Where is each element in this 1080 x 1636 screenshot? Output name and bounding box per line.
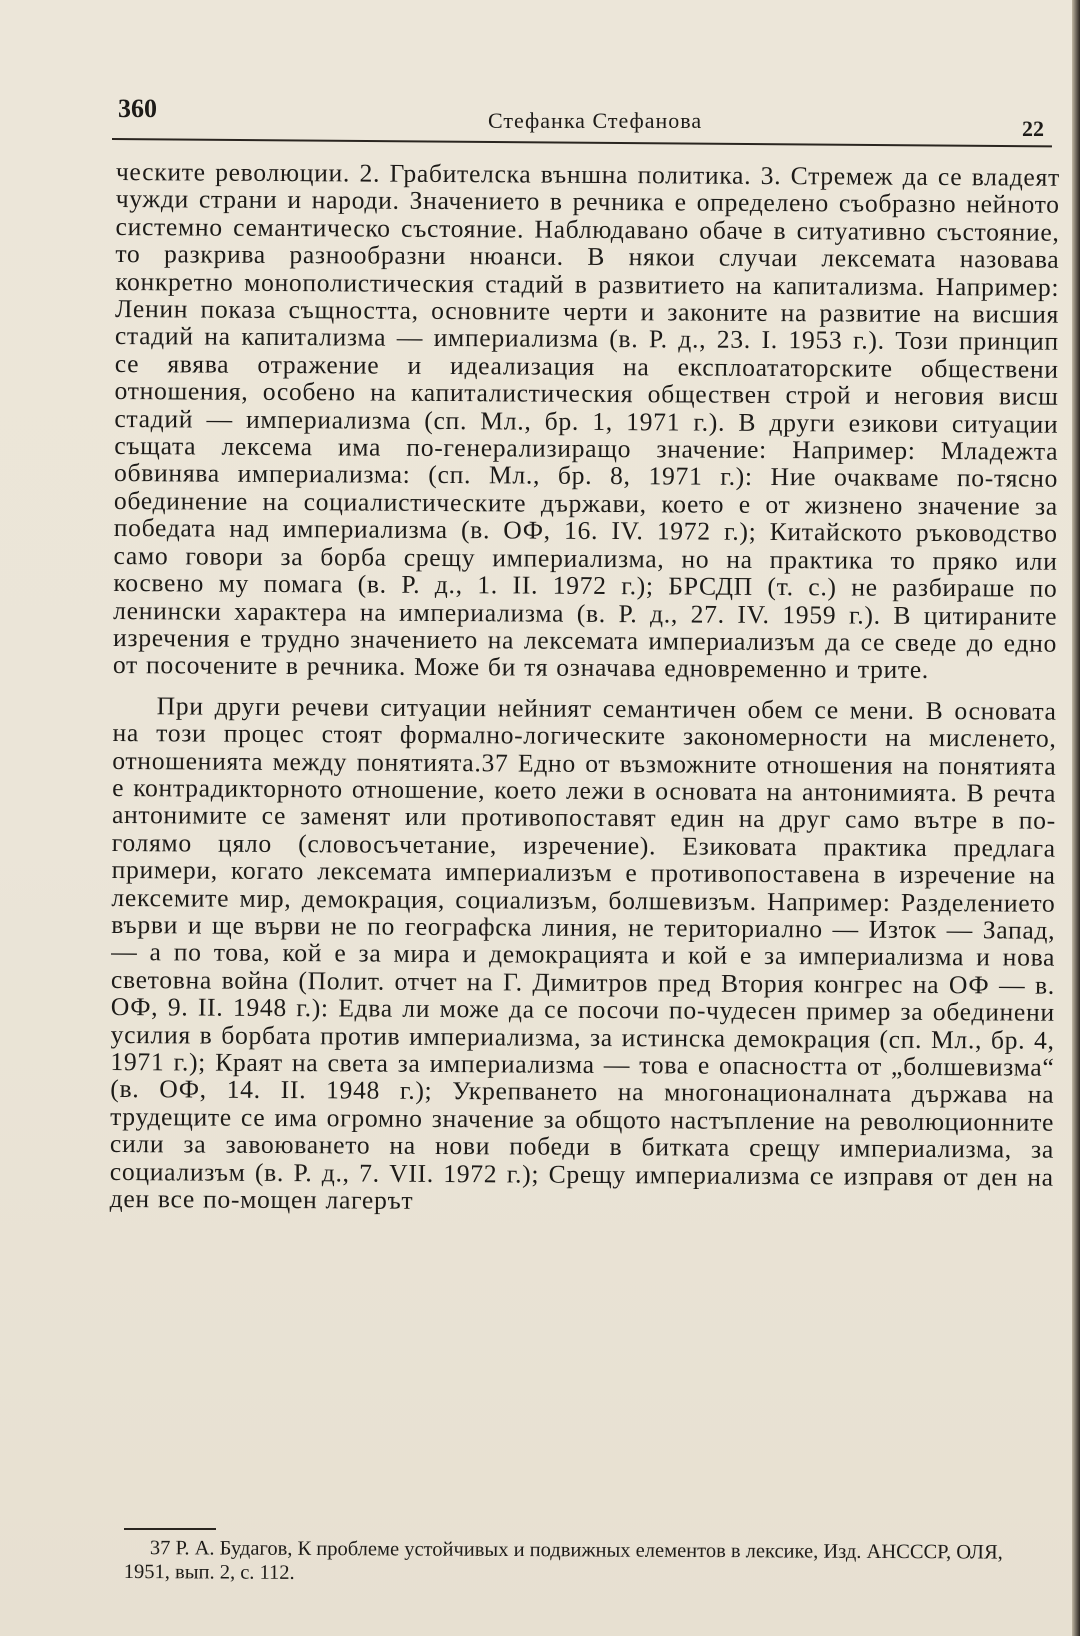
page-edge-shadow — [1072, 0, 1080, 1636]
page-number: 360 — [118, 94, 157, 123]
body-text — [109, 158, 1060, 1231]
running-title: Стефанка Стефанова — [488, 108, 703, 133]
footnote: 37 Р. А. Будагов, К проблеме устойчивых и подвижных елементов в лексике, Изд. АНСССР, ОЛЯ, 1951, вып. 2, с. 112. — [123, 1537, 1003, 1584]
page-header — [118, 94, 1044, 141]
paragraph-1: ческите революции. 2. Грабителска външна политика. 3. Стремеж да се владеят чужди страни и народи. Значението в речника е определено съобразно нейното системно семантическо състояние. Наблюдавано обаче в ситуативно състояние, то разкрива разнообразни нюанси. В някои случаи лексемата назовава конкретно монополистическия стадий в развитието на капитализма. Например: Ленин показа същността, основните черти и законите на развитие на висшия стадий на капитализма — империализма (в. Р. д., 23. I. 1953 г.). Този принцип се явява отражение и идеализация на експлоататорските обществени отношения, особено на капиталистическия обществен строй и неговия висш стадий — империализма (сп. Мл., бр. 1, 1971 г.). В други езикови ситуации същата лексема има по-генерализиращо значение: Например: Младежта обвинява империализма: (сп. Мл., бр. 8, 1971 г.): Ние очакваме по-тясно обединение на социалистическите държави, което е от жизнено значение за победата над империализма (в. ОФ, 16. IV. 1972 г.); Китайското ръководство само говори за борба срещу империализма, но на практика то пряко или косвено му помага (в. Р. д., 1. II. 1972 г.); БРСДП (т. с.) не разбираше по ленински характера на империализма (в. Р. д., 27. IV. 1959 г.). В цитираните изречения е трудно значението на лексемата империализъм да се сведе до едно от посочените в речника. Може би тя означава едновременно и трите. — [112, 157, 1060, 685]
paragraph-2: При други речеви ситуации нейният семантичен обем се мени. В основата на този процес стоят формално-логическите закономерности на мисленето, отношенията между понятията.37 Едно от възможните отношения на понятията е контрадикторното отношение, което лежи в основата на антонимията. В речта антонимите се заменят или противопоставят един на друг само вътре в по-голямо цяло (словосъчетание, изречение). Езиковата практика предлага примери, когато лексемата империализъм е противопоставена в изречение на лексемите мир, демокрация, социализъм, болшевизъм. Например: Разделението върви и ще върви не по географска линия, не териториално — Изток — Запад, — а по това, кой е за мира и демокрацията и кой е за империализма и нова световна война (Полит. отчет на Г. Димитров пред Втория конгрес на ОФ — в. ОФ, 9. II. 1948 г.): Едва ли може да се посочи по-чудесен пример за обединени усилия в борбата против империализма, за истинска демокрация (сп. Мл., бр. 4, 1971 г.); Краят на света за империализма — това е опасността от „болшевизма“ (в. ОФ, 14. II. 1948 г.); Укрепването на многонационалната държава на трудещите се има огромно значение за общото настъпление на революционните сили за завоюването на нови победи в битката срещу империализма, за социализъм (в. Р. д., 7. VII. 1972 г.); Срещу империализма се изправя от ден на ден все по-мощен лагерът — [109, 690, 1057, 1215]
header-right-number: 22 — [1022, 116, 1044, 141]
header-rule — [112, 138, 1052, 147]
footnote-rule — [124, 1528, 216, 1530]
